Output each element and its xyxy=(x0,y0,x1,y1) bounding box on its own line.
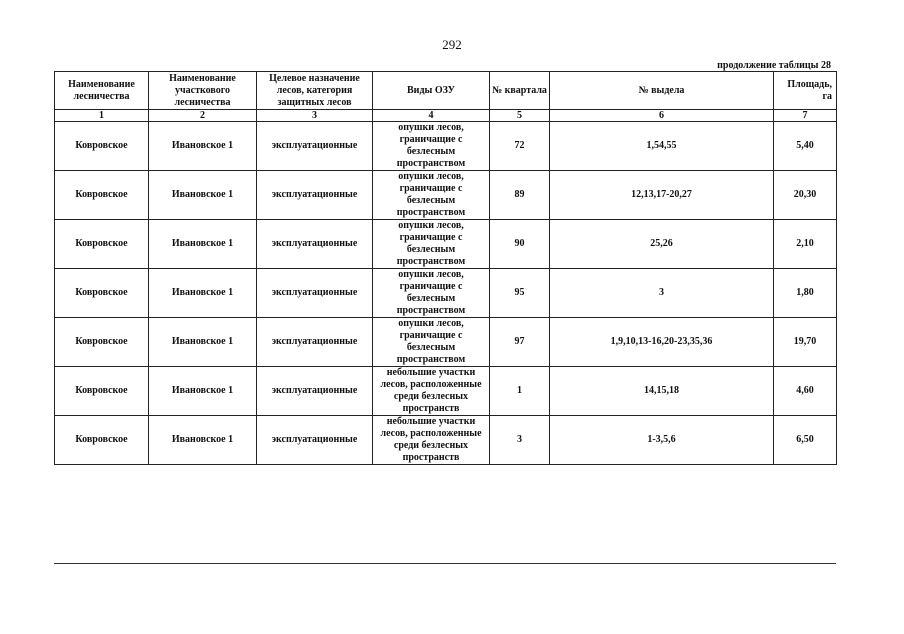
cell-quarter: 72 xyxy=(490,122,550,171)
cell-purpose: эксплуатационные xyxy=(257,367,373,416)
table-row xyxy=(55,367,837,416)
cell-allotment: 1,54,55 xyxy=(550,122,774,171)
cell-quarter: 90 xyxy=(490,220,550,269)
cell-quarter: 95 xyxy=(490,269,550,318)
cell-area: 2,10 xyxy=(774,220,837,269)
cell-ozu-type: небольшие участки лесов, расположенные среди безлесных пространств xyxy=(373,367,490,416)
cell-district-forestry: Ивановское 1 xyxy=(149,367,257,416)
cell-area: 19,70 xyxy=(774,318,837,367)
cell-ozu-type: небольшие участки лесов, расположенные среди безлесных пространств xyxy=(373,416,490,465)
table-row xyxy=(55,220,837,269)
cell-ozu-type: опушки лесов, граничащие с безлесным пространством xyxy=(373,171,490,220)
cell-district-forestry: Ивановское 1 xyxy=(149,416,257,465)
cell-area: 1,80 xyxy=(774,269,837,318)
cell-forestry: Ковровское xyxy=(55,318,149,367)
cell-area: 4,60 xyxy=(774,367,837,416)
table-row xyxy=(55,269,837,318)
cell-district-forestry: Ивановское 1 xyxy=(149,269,257,318)
table-row xyxy=(55,318,837,367)
cell-ozu-type: опушки лесов, граничащие с безлесным пространством xyxy=(373,220,490,269)
table-row xyxy=(55,122,837,171)
cell-purpose: эксплуатационные xyxy=(257,122,373,171)
column-number: 5 xyxy=(490,110,550,122)
cell-area: 6,50 xyxy=(774,416,837,465)
header-purpose: Целевое назначение лесов, категория защитных лесов xyxy=(257,72,373,110)
header-area: Площадь, га xyxy=(774,72,837,110)
cell-allotment: 25,26 xyxy=(550,220,774,269)
table-row xyxy=(55,416,837,465)
cell-forestry: Ковровское xyxy=(55,171,149,220)
cell-ozu-type: опушки лесов, граничащие с безлесным пространством xyxy=(373,318,490,367)
cell-ozu-type: опушки лесов, граничащие с безлесным пространством xyxy=(373,269,490,318)
cell-purpose: эксплуатационные xyxy=(257,220,373,269)
column-number: 4 xyxy=(373,110,490,122)
cell-allotment: 1,9,10,13-16,20-23,35,36 xyxy=(550,318,774,367)
cell-purpose: эксплуатационные xyxy=(257,416,373,465)
table-header-row xyxy=(55,72,837,110)
column-number: 6 xyxy=(550,110,774,122)
cell-quarter: 97 xyxy=(490,318,550,367)
table-row xyxy=(55,171,837,220)
header-quarter: № квартала xyxy=(490,72,550,110)
footer-divider xyxy=(54,563,836,564)
cell-forestry: Ковровское xyxy=(55,122,149,171)
cell-district-forestry: Ивановское 1 xyxy=(149,220,257,269)
header-district-forestry: Наименование участкового лесничества xyxy=(149,72,257,110)
cell-area: 20,30 xyxy=(774,171,837,220)
cell-purpose: эксплуатационные xyxy=(257,269,373,318)
cell-forestry: Ковровское xyxy=(55,269,149,318)
cell-purpose: эксплуатационные xyxy=(257,318,373,367)
cell-district-forestry: Ивановское 1 xyxy=(149,318,257,367)
cell-quarter: 1 xyxy=(490,367,550,416)
cell-purpose: эксплуатационные xyxy=(257,171,373,220)
cell-area: 5,40 xyxy=(774,122,837,171)
cell-forestry: Ковровское xyxy=(55,416,149,465)
cell-allotment: 1-3,5,6 xyxy=(550,416,774,465)
cell-quarter: 3 xyxy=(490,416,550,465)
column-number: 7 xyxy=(774,110,837,122)
header-ozu-type: Виды ОЗУ xyxy=(373,72,490,110)
page-number: 292 xyxy=(442,37,462,52)
header-allotment: № выдела xyxy=(550,72,774,110)
cell-district-forestry: Ивановское 1 xyxy=(149,122,257,171)
forest-table xyxy=(54,71,837,465)
cell-ozu-type: опушки лесов, граничащие с безлесным пространством xyxy=(373,122,490,171)
column-number: 3 xyxy=(257,110,373,122)
column-number-row xyxy=(55,110,837,122)
cell-forestry: Ковровское xyxy=(55,367,149,416)
cell-allotment: 14,15,18 xyxy=(550,367,774,416)
cell-district-forestry: Ивановское 1 xyxy=(149,171,257,220)
cell-allotment: 3 xyxy=(550,269,774,318)
column-number: 1 xyxy=(55,110,149,122)
cell-forestry: Ковровское xyxy=(55,220,149,269)
column-number: 2 xyxy=(149,110,257,122)
cell-allotment: 12,13,17-20,27 xyxy=(550,171,774,220)
table-continuation-label: продолжение таблицы 28 xyxy=(717,60,831,71)
header-forestry: Наименование лесничества xyxy=(55,72,149,110)
cell-quarter: 89 xyxy=(490,171,550,220)
